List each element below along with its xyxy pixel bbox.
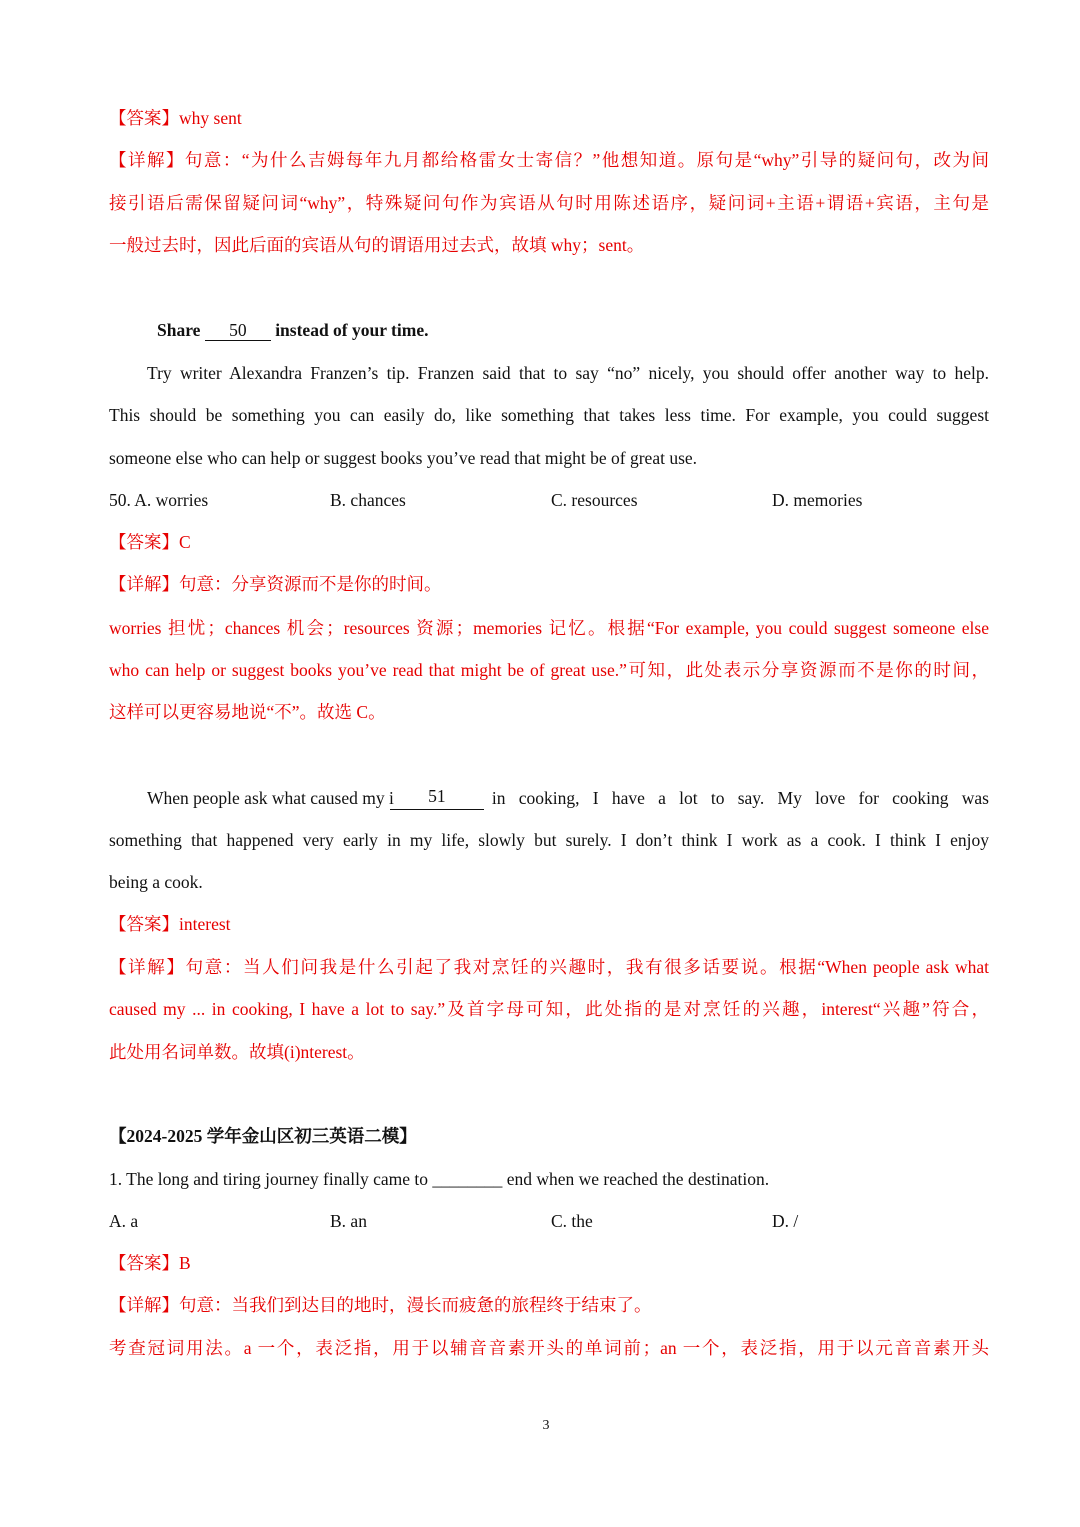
answer-b: 【答案】B [109, 1253, 191, 1273]
detail-line: 【详解】句意：当人们问我是什么引起了我对烹饪的兴趣时，我有很多话要说。根据“When people ask what [109, 957, 989, 977]
question-1: 1. The long and tiring journey finally came to ________ end when we reached the destination. [109, 1169, 770, 1189]
detail-line: worries 担忧；chances 机会；resources 资源；memories 记忆。根据“For example, you could suggest someone else [109, 618, 989, 638]
detail-line: 考查冠词用法。a 一个，表泛指，用于以辅音音素开头的单词前；an 一个，表泛指，用于以元音音素开头 [109, 1338, 989, 1358]
option-a: 50. A. worries [109, 490, 209, 510]
detail-line: 【详解】句意：当我们到达目的地时，漫长而疲惫的旅程终于结束了。 [109, 1295, 652, 1315]
answer-interest: 【答案】interest [109, 914, 231, 934]
detail-line: 此处用名词单数。故填(i)nterest。 [109, 1042, 365, 1062]
q51-line1: When people ask what caused my i 51 in cooking, I have a lot to say. My love for cooking was [147, 786, 989, 808]
page-number: 3 [542, 1418, 550, 1433]
detail-line: who can help or suggest books you’ve read that might be of great use.”可知，此处表示分享资源而不是你的时间， [109, 660, 989, 680]
detail-line: 【详解】句意：分享资源而不是你的时间。 [109, 574, 442, 594]
passage-line: someone else who can help or suggest books you’ve read that might be of great use. [109, 448, 698, 468]
section-title: 【2024-2025 学年金山区初三英语二模】 [109, 1126, 417, 1146]
option-b: B. chances [330, 490, 406, 510]
detail-line: 一般过去时，因此后面的宾语从句的谓语用过去式，故填 why；sent。 [109, 235, 645, 255]
answer-why-sent: 【答案】why sent [109, 108, 242, 128]
option-d: D. memories [772, 490, 863, 510]
passage-line: This should be something you can easily do, like something that takes less time. For example, you could suggest [109, 405, 989, 425]
detail-line: 这样可以更容易地说“不”。故选 C。 [109, 702, 386, 722]
q50-heading: Share 50 instead of your time. [157, 320, 429, 340]
passage-line: being a cook. [109, 872, 203, 892]
blank-50: 50 [205, 320, 271, 341]
blank-51: 51 [390, 786, 484, 810]
passage-line: Try writer Alexandra Franzen’s tip. Franzen said that to say “no” nicely, you should offer another way to help. [147, 363, 989, 383]
detail-line: caused my ... in cooking, I have a lot to say.”及首字母可知，此处指的是对烹饪的兴趣，interest“兴趣”符合， [109, 999, 989, 1019]
option-a: A. a [109, 1211, 139, 1231]
option-c: C. resources [551, 490, 638, 510]
detail-line: 【详解】句意：“为什么吉姆每年九月都给格雷女士寄信？”他想知道。原句是“why”引导的疑问句，改为间 [109, 150, 989, 170]
option-b: B. an [330, 1211, 367, 1231]
detail-line: 接引语后需保留疑问词“why”，特殊疑问句作为宾语从句时用陈述语序，疑问词+主语+谓语+宾语，主句是 [109, 193, 989, 213]
answer-c: 【答案】C [109, 532, 191, 552]
passage-line: something that happened very early in my life, slowly but surely. I don’t think I work as a cook. I think I enjoy [109, 830, 989, 850]
option-c: C. the [551, 1211, 593, 1231]
option-d: D. / [772, 1211, 799, 1231]
